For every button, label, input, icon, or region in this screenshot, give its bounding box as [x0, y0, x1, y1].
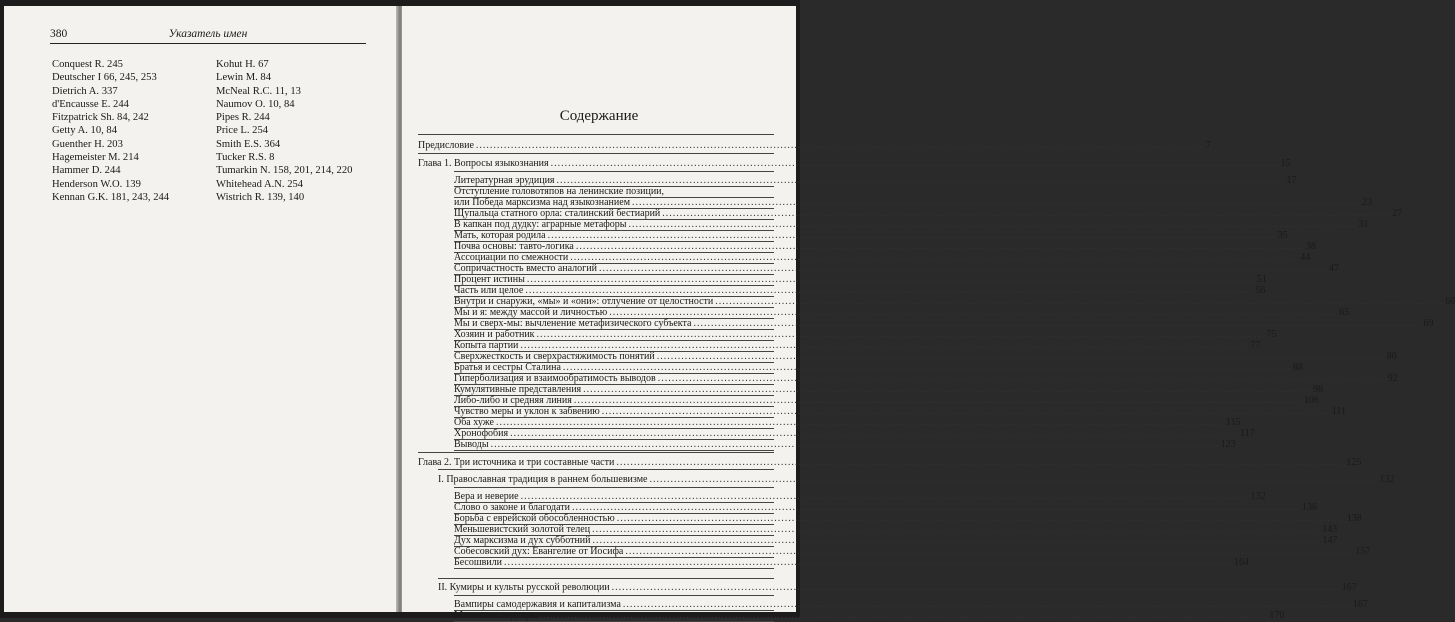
index-entry: Fitzpatrick Sh. 84, 242 [52, 112, 149, 124]
toc-chapter-1 [418, 158, 1291, 169]
index-entry: Deutscher I 66, 245, 253 [52, 72, 157, 84]
index-entry: Getty A. 10, 84 [52, 125, 118, 137]
toc-label: Часть или целое [454, 285, 524, 296]
right-page [402, 6, 1455, 621]
toc-page: 98 [1313, 384, 1324, 395]
toc-page: 47 [1328, 263, 1339, 274]
toc-rule [418, 134, 774, 135]
toc-page: 117 [1240, 428, 1255, 439]
toc-page: 27 [1392, 208, 1403, 219]
index-entry: Guenther H. 203 [52, 138, 123, 150]
index-entry: Dietrich A. 337 [52, 85, 118, 97]
toc-entry [454, 241, 1316, 252]
toc-rule [418, 452, 774, 453]
toc-rule [454, 171, 774, 172]
index-entry: Lewin M. 84 [216, 72, 272, 84]
toc-entry [454, 395, 1319, 406]
name-index-column-1 [52, 58, 212, 204]
index-entry: Hagemeister M. 214 [52, 152, 139, 164]
toc-entry [454, 175, 1297, 186]
toc-label: Дух марксизма и дух субботний [454, 535, 591, 546]
toc-rule [454, 450, 774, 451]
toc-page: 17 [1286, 175, 1297, 186]
toc-entry [454, 362, 1303, 373]
toc-entry [454, 219, 1369, 230]
index-entry: Conquest R. 245 [52, 59, 123, 70]
toc-entry [454, 230, 1288, 241]
toc-page: 147 [1322, 535, 1338, 546]
toc-entry [454, 417, 1241, 428]
toc-page: 65 [1339, 307, 1350, 318]
toc-rule [454, 595, 774, 596]
toc-label: Гиперболизация и взаимообратимость выводов [454, 373, 656, 384]
toc-entry [454, 329, 1277, 340]
toc-label: Предисловие [418, 140, 474, 151]
toc-entry [454, 274, 1267, 285]
toc-label: Глава 1. Вопросы языкознания [418, 158, 549, 169]
toc-label: Хозяин и работник [454, 329, 535, 340]
toc-title: Содержание [559, 108, 639, 124]
toc-entry [454, 384, 1324, 395]
toc-entry [454, 340, 1261, 351]
toc-label: Собесовский дух: Евангелие от Иосифа [454, 546, 624, 557]
toc-label: Хронофобия [454, 428, 509, 439]
index-entry: Tucker R.S. 8 [216, 152, 275, 164]
toc-section-1 [438, 474, 1395, 485]
index-entry: Kohut H. 67 [216, 59, 269, 70]
toc-label: Копыта партии [454, 340, 519, 351]
toc-rule [438, 469, 774, 470]
toc-page: 38 [1305, 241, 1316, 252]
index-entry: Hammer D. 244 [52, 165, 121, 177]
toc-entry [454, 557, 1249, 568]
toc-page: 7 [1205, 140, 1211, 151]
index-entry: Price L. 254 [216, 125, 269, 137]
toc-label: Литературная эрудиция [454, 175, 555, 186]
toc-page: 77 [1250, 340, 1261, 351]
index-entry: Henderson W.O. 139 [52, 178, 141, 190]
toc-page: 164 [1233, 557, 1249, 568]
toc-label: Процент истины [454, 274, 525, 285]
index-entry: Kennan G.K. 181, 243, 244 [52, 191, 170, 203]
toc-page: 132 [1250, 491, 1266, 502]
toc-page: 123 [1220, 439, 1236, 450]
toc-label: Либо-либо и средняя линия [454, 395, 572, 406]
toc-page: 170 [1269, 610, 1285, 621]
toc-entry [454, 318, 1434, 329]
toc-label: Внутри и снаружи, «мы» и «они»: отлучение от целостности [454, 296, 714, 307]
toc-page: 167 [1352, 599, 1368, 610]
toc-page: 31 [1358, 219, 1369, 230]
toc-label: Выводы [454, 439, 489, 450]
toc-entry [454, 491, 1266, 502]
toc-label: Почва основы: тавто-логика [454, 241, 574, 252]
toc-page: 111 [1331, 406, 1347, 417]
toc-label: Вампиры самодержавия и капитализма [454, 599, 621, 610]
toc-entry [454, 535, 1338, 546]
toc-label: Мятежные кадавры [454, 610, 538, 621]
toc-label: Щупальца статного орла: сталинский бестиарий [454, 208, 661, 219]
toc-entry [454, 513, 1362, 524]
toc-page: 35 [1277, 230, 1288, 241]
toc-label: Ассоциации по смежности [454, 252, 569, 263]
toc-page: 136 [1302, 502, 1318, 513]
left-page [4, 6, 398, 612]
toc-page: 88 [1292, 362, 1303, 373]
toc-label: II. Кумиры и культы русской революции [438, 582, 610, 593]
toc-label: Бесошвили [454, 557, 502, 568]
toc-entry [454, 373, 1398, 384]
toc-entry [454, 524, 1338, 535]
toc-rule [454, 568, 774, 569]
toc-entry [454, 296, 1455, 307]
toc-label: Оба хуже [454, 417, 494, 428]
toc-entry [454, 307, 1350, 318]
toc-entry [454, 610, 1285, 621]
toc-section-2 [438, 582, 1357, 593]
toc-page: 60 [1445, 296, 1455, 307]
index-entry: Naumov O. 10, 84 [216, 98, 295, 110]
index-entry: Whitehead A.N. 254 [216, 178, 304, 190]
toc-page: 23 [1362, 197, 1373, 208]
toc-page: 75 [1266, 329, 1277, 340]
toc-label: Вера и неверие [454, 491, 519, 502]
toc-label: Мать, которая родила [454, 230, 546, 241]
toc-label: Слово о законе и благодати [454, 502, 571, 513]
toc-label: Сопричастность вместо аналогий [454, 263, 597, 274]
toc-page: 56 [1255, 285, 1266, 296]
toc-page: 106 [1303, 395, 1319, 406]
toc-label: I. Православная традиция в раннем большевизме [438, 474, 648, 485]
toc-label: Меньшевистский золотой телец [454, 524, 591, 535]
index-entry: Pipes R. 244 [216, 112, 270, 124]
toc-entry [454, 186, 774, 197]
toc-label: Сверхжесткость и сверхрастяжимость понятий [454, 351, 655, 362]
toc-label: В капкан под дудку: аграрные метафоры [454, 219, 627, 230]
toc-page: 92 [1387, 373, 1398, 384]
toc-rule [454, 487, 774, 488]
toc-page: 138 [1346, 513, 1362, 524]
toc-entry [454, 351, 1397, 362]
toc-page: 44 [1300, 252, 1311, 263]
toc-entry [454, 502, 1318, 513]
toc-page: 143 [1322, 524, 1338, 535]
toc-entry [454, 197, 1373, 208]
running-title: Указатель имен [168, 28, 248, 40]
toc-chapter-2 [418, 457, 1362, 468]
running-head [50, 28, 366, 44]
index-entry: d'Encausse E. 244 [52, 98, 129, 110]
toc-label: Мы и сверх-мы: вычленение метафизического субъекта [454, 318, 692, 329]
index-entry: Tumarkin N. 158, 201, 214, 220 [216, 165, 353, 177]
toc-entry [454, 428, 1255, 439]
toc-entry [454, 406, 1347, 417]
toc-label: Кумулятивные представления [454, 384, 582, 395]
toc-label: Чувство меры и уклон к забвению [454, 406, 600, 417]
toc-label: Мы и я: между массой и личностью [454, 307, 608, 318]
toc-page: 15 [1280, 158, 1291, 169]
toc-entry [454, 208, 1403, 219]
toc-label: Братья и сестры Сталина [454, 362, 561, 373]
toc-page: 167 [1341, 582, 1357, 593]
name-index-column-2 [216, 58, 386, 204]
toc-page: 80 [1386, 351, 1397, 362]
toc-page: 69 [1423, 318, 1434, 329]
toc-entry [454, 439, 1236, 450]
toc-page: 132 [1379, 474, 1395, 485]
index-entry: Wistrich R. 139, 140 [216, 191, 305, 203]
toc-label: или Победа марксизма над языкознанием [454, 197, 631, 208]
toc-entry [454, 252, 1311, 263]
toc-label: Отступление головотяпов на ленинские позиции, [454, 186, 665, 197]
toc-entry [454, 546, 1371, 557]
toc-entry [454, 263, 1339, 274]
toc-entry [454, 599, 1368, 610]
index-entry: McNeal R.C. 11, 13 [216, 85, 301, 97]
toc-page: 125 [1346, 457, 1362, 468]
toc-rule [438, 578, 774, 579]
toc-rule [418, 153, 774, 154]
toc-page: 51 [1256, 274, 1267, 285]
page-number: 380 [50, 28, 68, 40]
toc-preface [418, 140, 1211, 151]
toc-page: 157 [1355, 546, 1371, 557]
toc-entry [454, 285, 1266, 296]
toc-label: Глава 2. Три источника и три составные части [418, 457, 615, 468]
index-entry: Smith E.S. 364 [216, 138, 281, 150]
toc-label: Борьба с еврейской обособленностью [454, 513, 615, 524]
toc-page: 115 [1225, 417, 1241, 428]
